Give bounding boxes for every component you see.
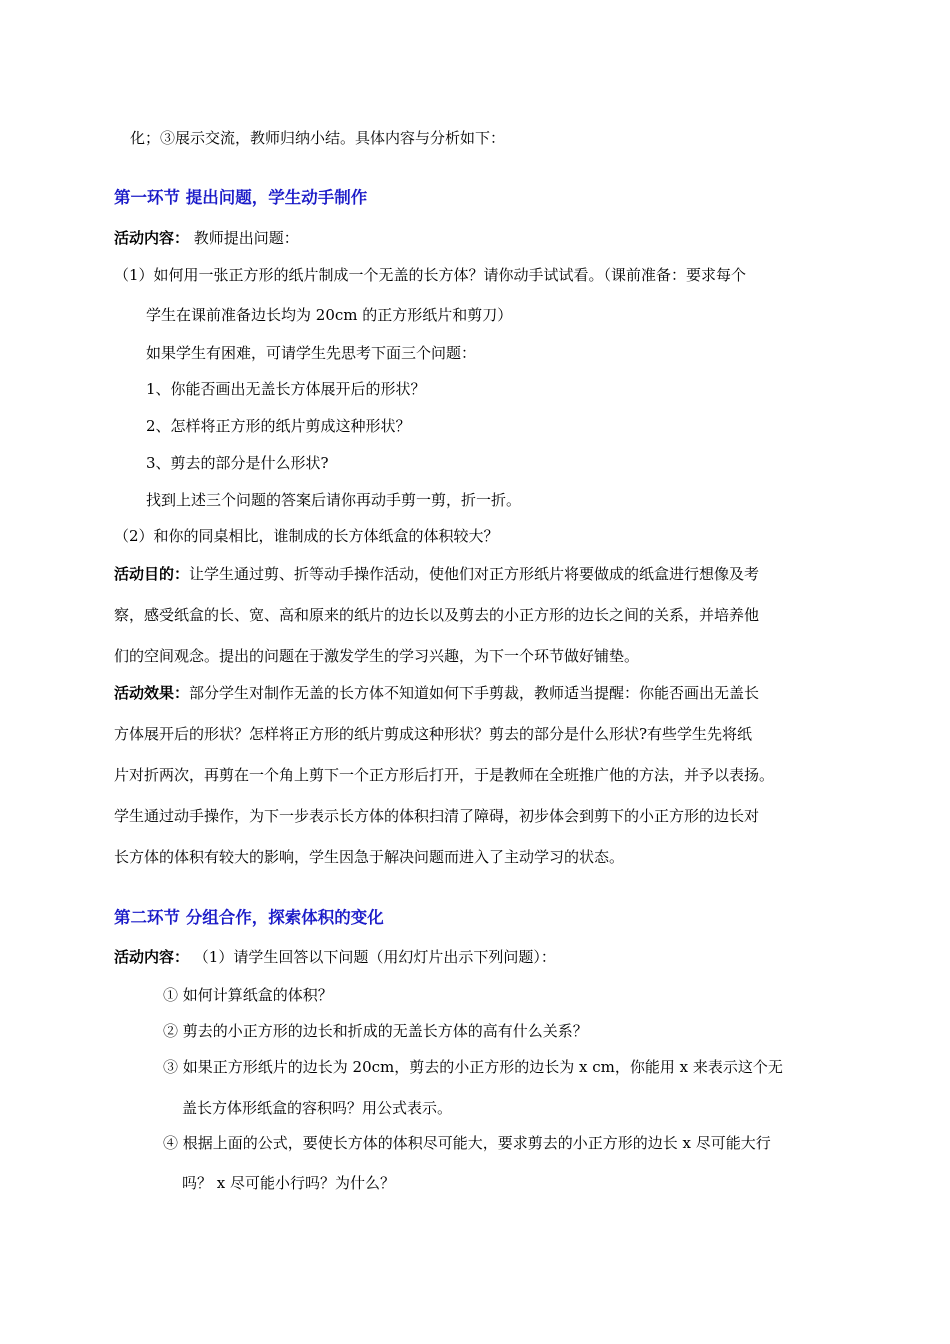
- question-item-3-line-1: ③ 如果正方形纸片的边长为 20cm，剪去的小正方形的边长为 x cm，你能用 x 来表示这个无: [163, 1058, 783, 1076]
- question-item-1: ① 如何计算纸盒的体积？: [163, 986, 333, 1004]
- activity-effect-line-5: 长方体的体积有较大的影响，学生因急于解决问题而进入了主动学习的状态。: [114, 848, 625, 866]
- activity-content-label: 活动内容：: [114, 229, 190, 247]
- activity-goal-label: 活动目的：: [114, 565, 190, 583]
- question-item-4-line-2: 吗？ x 尽可能小行吗？为什么？: [182, 1174, 395, 1192]
- activity-effect-line-1: [114, 683, 759, 703]
- question-item-2: ② 剪去的小正方形的边长和折成的无盖长方体的高有什么关系？: [163, 1022, 588, 1040]
- section1-content-paragraph: [114, 228, 299, 248]
- activity-content-text: 教师提出问题：: [193, 229, 299, 247]
- section2-content-paragraph: [114, 947, 556, 967]
- hint-outro: 找到上述三个问题的答案后请你再动手剪一剪，折一折。: [146, 491, 522, 509]
- question-item-3-line-2: 盖长方体形纸盒的容积吗？用公式表示。: [182, 1099, 453, 1117]
- section2-content-label: 活动内容：: [114, 948, 190, 966]
- hint-item-3: 3、剪去的部分是什么形状?: [146, 454, 329, 472]
- hint-item-1: 1、你能否画出无盖长方体展开后的形状？: [146, 380, 426, 398]
- hint-intro: 如果学生有困难，可请学生先思考下面三个问题：: [146, 344, 477, 362]
- question-1-line-1: （1）如何用一张正方形的纸片制成一个无盖的长方体？请你动手试试看。（课前准备：要求每个: [114, 266, 747, 284]
- activity-effect-line-2: 方体展开后的形状？怎样将正方形的纸片剪成这种形状？剪去的部分是什么形状?有些学生先将纸: [114, 725, 753, 743]
- question-1-line-2: 学生在课前准备边长均为 20cm 的正方形纸片和剪刀）: [146, 306, 513, 324]
- section1-heading: 第一环节 提出问题，学生动手制作: [114, 188, 368, 207]
- intro-continuation: 化；③展示交流，教师归纳小结。具体内容与分析如下：: [130, 129, 506, 147]
- activity-goal-line-3: 们的空间观念。提出的问题在于激发学生的学习兴趣，为下一个环节做好铺垫。: [114, 647, 640, 665]
- section2-content-text: （1）请学生回答以下问题（用幻灯片出示下列问题）：: [193, 948, 556, 966]
- activity-effect-line-4: 学生通过动手操作，为下一步表示长方体的体积扫清了障碍，初步体会到剪下的小正方形的边长对: [114, 807, 760, 825]
- section2-heading: 第二环节 分组合作，探索体积的变化: [114, 908, 384, 927]
- activity-goal-line-1: [114, 564, 759, 584]
- activity-effect-label: 活动效果：: [114, 684, 190, 702]
- activity-goal-line-2: 察，感受纸盒的长、宽、高和原来的纸片的边长以及剪去的小正方形的边长之间的关系，并培养他: [114, 606, 760, 624]
- hint-item-2: 2、怎样将正方形的纸片剪成这种形状？: [146, 417, 411, 435]
- activity-goal-text-1: 让学生通过剪、折等动手操作活动，使他们对正方形纸片将要做成的纸盒进行想像及考: [189, 565, 760, 583]
- question-2: （2）和你的同桌相比，谁制成的长方体纸盒的体积较大？: [114, 527, 499, 545]
- activity-effect-line-3: 片对折两次，再剪在一个角上剪下一个正方形后打开，于是教师在全班推广他的方法，并予以表扬。: [114, 766, 775, 784]
- question-item-4-line-1: ④ 根据上面的公式，要使长方体的体积尽可能大，要求剪去的小正方形的边长 x 尽可能大行: [163, 1134, 771, 1152]
- activity-effect-text-1: 部分学生对制作无盖的长方体不知道如何下手剪裁，教师适当提醒：你能否画出无盖长: [189, 684, 760, 702]
